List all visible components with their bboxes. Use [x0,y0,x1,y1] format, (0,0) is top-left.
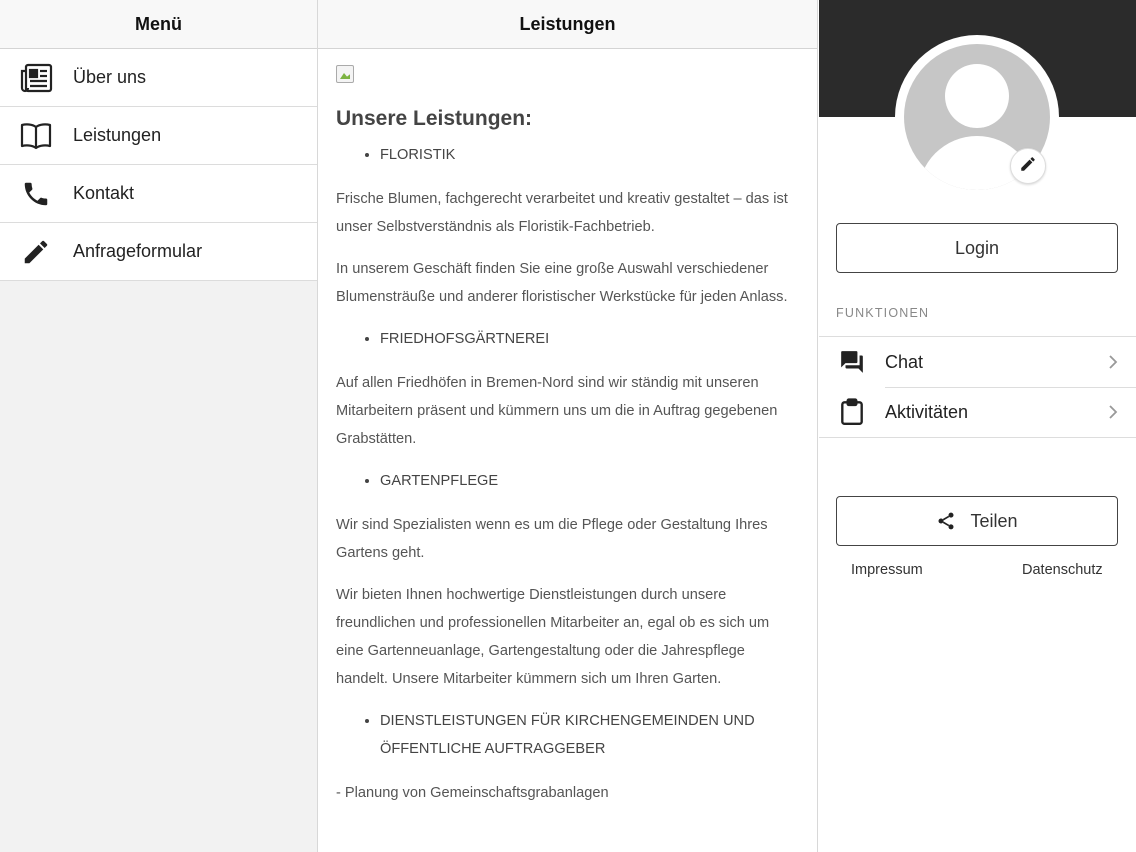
edit-avatar-button[interactable] [1010,148,1046,184]
function-list [819,336,1136,438]
menu-panel [0,0,318,852]
page-title: Leistungen [318,0,817,49]
function-item-label: Aktivitäten [885,401,969,422]
paragraph: Frische Blumen, fachgerecht verarbeitet und kreativ gestaltet – das ist unser Selbstverständnis als Floristik-Fachbetrieb. [336,191,788,235]
section-label-funktionen: FUNKTIONEN [836,306,930,320]
book-icon [19,119,53,153]
bullet-item: FLORISTIK [362,141,799,169]
content-heading: Unsere Leistungen: [336,107,533,130]
impressum-link[interactable]: Impressum [851,562,923,578]
pencil-icon [19,235,53,269]
share-button[interactable] [836,496,1118,546]
pencil-icon [1019,155,1037,178]
menu-item-leistungen[interactable] [0,107,317,165]
phone-icon [19,177,53,211]
login-button[interactable] [836,223,1118,273]
paragraph: In unserem Geschäft finden Sie eine große Auswahl verschiedener Blumensträuße und anderer floristischer Werkstücke für jeden Anlass. [336,261,788,305]
bullet-list [362,467,799,495]
avatar-head-shape [945,64,1009,128]
menu-item-ueber-uns[interactable] [0,49,317,107]
share-icon [936,511,956,531]
content-panel [318,0,818,852]
chat-icon [837,349,867,375]
bullet-list [362,325,799,353]
menu-item-kontakt[interactable] [0,165,317,223]
bullet-item: FRIEDHOFSGÄRTNEREI [362,325,799,353]
paragraph: Wir bieten Ihnen hochwertige Dienstleistungen durch unsere freundlichen und professionellen Mitarbeiter an, egal ob es sich um eine Gartenneuanlage, Gartengestaltung oder die Jahrespflege handelt. Unsere Mitarbeiter kümmern sich um Ihren Garten. [336,587,770,687]
function-item-label: Chat [885,351,924,372]
menu-list [0,49,317,281]
datenschutz-link[interactable]: Datenschutz [1022,562,1103,578]
menu-title: Menü [0,0,317,49]
share-button-label: Teilen [970,510,1018,531]
paragraph: Wir sind Spezialisten wenn es um die Pflege oder Gestaltung Ihres Gartens geht. [336,517,768,561]
bullet-list [362,141,799,169]
clipboard-icon [837,398,867,426]
paragraph: - Planung von Gemeinschaftsgrabanlagen [336,785,609,801]
chevron-right-icon [1108,404,1118,420]
login-button-label: Login [954,237,1000,258]
function-item-aktivitaeten[interactable] [819,387,1136,437]
menu-item-label: Anfrageformular [73,241,203,261]
newspaper-icon [19,61,53,95]
menu-item-label: Kontakt [73,183,135,203]
bullet-item: GARTENPFLEGE [362,467,799,495]
profile-panel [819,0,1136,852]
broken-image-icon [336,65,354,83]
menu-item-anfrageformular[interactable] [0,223,317,281]
paragraph: Auf allen Friedhöfen in Bremen-Nord sind wir ständig mit unseren Mitarbeitern präsent und kümmern uns um die in Auftrag gegebenen Grabstätten. [336,375,778,447]
content-body [318,49,817,807]
menu-item-label: Über uns [73,67,147,87]
function-item-chat[interactable] [819,337,1136,387]
chevron-right-icon [1108,354,1118,370]
bullet-list [362,707,799,763]
menu-item-label: Leistungen [73,125,162,145]
bullet-item: DIENSTLEISTUNGEN FÜR KIRCHENGEMEINDEN UND ÖFFENTLICHE AUFTRAGGEBER [362,707,799,763]
